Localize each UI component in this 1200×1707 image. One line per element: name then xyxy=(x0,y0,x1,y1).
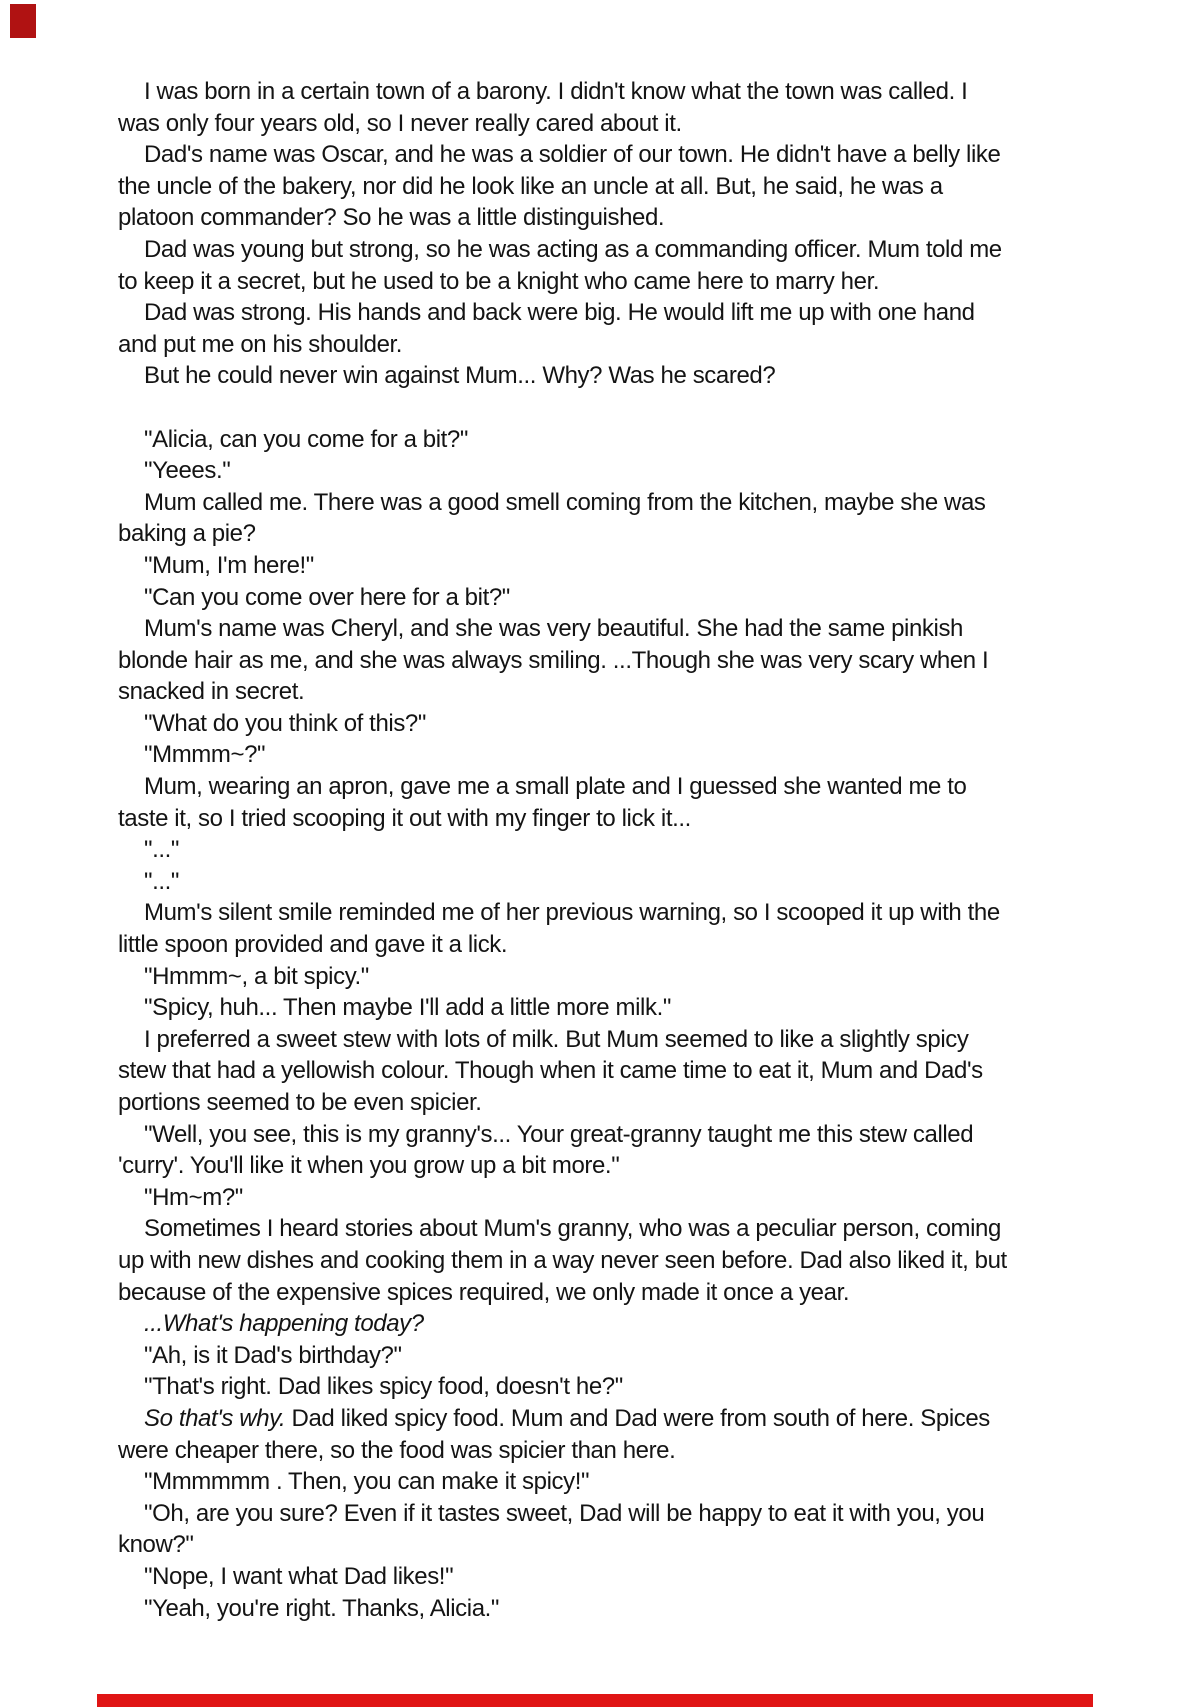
text-segment: 'curry'. You'll like it when you grow up a bit more." xyxy=(118,1152,620,1180)
text-line xyxy=(118,1024,1096,1056)
text-segment: I preferred a sweet stew with lots of milk. But Mum seemed to like a slightly spicy xyxy=(144,1025,969,1053)
text-segment: "Yeees." xyxy=(144,457,231,485)
text-line xyxy=(118,266,1096,298)
text-segment: Dad's name was Oscar, and he was a soldier of our town. He didn't have a belly like xyxy=(144,141,1001,169)
text-segment: But he could never win against Mum... Why? Was he scared? xyxy=(144,362,776,390)
text-segment: and put me on his shoulder. xyxy=(118,330,403,358)
text-line xyxy=(118,1561,1096,1593)
text-line xyxy=(118,739,1096,771)
text-line xyxy=(118,1308,1096,1340)
italic-text-segment: So that's why. xyxy=(144,1404,286,1432)
text-segment: "Hmmm~, a bit spicy." xyxy=(144,962,369,990)
text-segment: "Oh, are you sure? Even if it tastes sweet, Dad will be happy to eat it with you, you xyxy=(144,1499,985,1527)
text-segment: because of the expensive spices required, we only made it once a year. xyxy=(118,1278,850,1306)
text-line xyxy=(118,866,1096,898)
text-segment: Dad was young but strong, so he was acting as a commanding officer. Mum told me xyxy=(144,235,1002,263)
text-segment: know?" xyxy=(118,1531,194,1559)
text-segment: Dad was strong. His hands and back were big. He would lift me up with one hand xyxy=(144,299,975,327)
text-line xyxy=(118,1340,1096,1372)
text-line xyxy=(118,582,1096,614)
text-segment: "Yeah, you're right. Thanks, Alicia." xyxy=(144,1594,500,1622)
text-segment: "Can you come over here for a bit?" xyxy=(144,583,510,611)
text-segment: Dad liked spicy food. Mum and Dad were from south of here. Spices xyxy=(285,1404,990,1432)
text-line xyxy=(118,234,1096,266)
text-segment: Mum's silent smile reminded me of her previous warning, so I scooped it up with the xyxy=(144,899,1000,927)
text-line xyxy=(118,108,1096,140)
red-corner-mark xyxy=(10,4,36,38)
text-segment: "Mmmm~?" xyxy=(144,741,266,769)
text-line xyxy=(118,1371,1096,1403)
text-segment: Sometimes I heard stories about Mum's granny, who was a peculiar person, coming xyxy=(144,1215,1001,1243)
text-segment: I was born in a certain town of a barony. I didn't know what the town was called. I xyxy=(144,78,968,105)
text-segment: "What do you think of this?" xyxy=(144,709,426,737)
text-segment: up with new dishes and cooking them in a way never seen before. Dad also liked it, but xyxy=(118,1246,1007,1274)
text-segment: little spoon provided and gave it a lick. xyxy=(118,931,508,959)
text-line xyxy=(118,518,1096,550)
text-segment: "Nope, I want what Dad likes!" xyxy=(144,1562,454,1590)
text-line xyxy=(118,550,1096,582)
text-line xyxy=(118,202,1096,234)
text-line xyxy=(118,455,1096,487)
text-line xyxy=(118,1593,1096,1625)
text-line xyxy=(118,1150,1096,1182)
text-block xyxy=(118,76,1096,1624)
text-line xyxy=(118,76,1096,108)
red-bottom-bar xyxy=(97,1694,1093,1707)
text-line xyxy=(118,139,1096,171)
text-segment: portions seemed to be even spicier. xyxy=(118,1089,482,1116)
text-line xyxy=(118,487,1096,519)
text-segment: Mum called me. There was a good smell coming from the kitchen, maybe she was xyxy=(144,488,986,516)
text-segment: Mum, wearing an apron, gave me a small plate and I guessed she wanted me to xyxy=(144,773,967,801)
text-line xyxy=(118,1435,1096,1467)
text-line xyxy=(118,360,1096,392)
text-segment: to keep it a secret, but he used to be a knight who came here to marry her. xyxy=(118,267,880,295)
text-line xyxy=(118,708,1096,740)
text-line xyxy=(118,1245,1096,1277)
text-line xyxy=(118,803,1096,835)
text-segment: "Well, you see, this is my granny's... Your great-granny taught me this stew called xyxy=(144,1120,974,1148)
text-line xyxy=(118,834,1096,866)
text-line xyxy=(118,297,1096,329)
text-line xyxy=(118,329,1096,361)
text-line xyxy=(118,1403,1096,1435)
text-segment: Mum's name was Cheryl, and she was very beautiful. She had the same pinkish xyxy=(144,615,964,643)
text-line xyxy=(118,613,1096,645)
text-segment: "Spicy, huh... Then maybe I'll add a little more milk." xyxy=(144,994,671,1022)
text-segment: "Mum, I'm here!" xyxy=(144,551,314,579)
text-segment: "..." xyxy=(144,836,180,864)
text-line xyxy=(118,771,1096,803)
text-segment: "Hm~m?" xyxy=(144,1183,243,1211)
text-line xyxy=(118,1466,1096,1498)
text-segment: platoon commander? So he was a little distinguished. xyxy=(118,204,665,232)
text-line xyxy=(118,1055,1096,1087)
text-line xyxy=(118,1087,1096,1119)
text-segment: "Mmmmmm . Then, you can make it spicy!" xyxy=(144,1468,590,1496)
text-segment: blonde hair as me, and she was always smiling. ...Though she was very scary when I xyxy=(118,646,989,674)
text-segment: were cheaper there, so the food was spicier than here. xyxy=(118,1436,676,1464)
text-segment: stew that had a yellowish colour. Though when it came time to eat it, Mum and Dad's xyxy=(118,1057,983,1085)
text-line xyxy=(118,897,1096,929)
text-line xyxy=(118,929,1096,961)
text-segment: the uncle of the bakery, nor did he look like an uncle at all. But, he said, he was a xyxy=(118,172,943,200)
text-line xyxy=(118,1529,1096,1561)
text-segment: was only four years old, so I never really cared about it. xyxy=(118,109,682,137)
text-line xyxy=(118,1182,1096,1214)
text-line xyxy=(118,992,1096,1024)
text-segment: taste it, so I tried scooping it out with my finger to lick it... xyxy=(118,804,691,832)
text-segment: "..." xyxy=(144,867,180,895)
text-line xyxy=(118,676,1096,708)
text-segment: "That's right. Dad likes spicy food, doesn't he?" xyxy=(144,1373,623,1401)
text-segment: "Ah, is it Dad's birthday?" xyxy=(144,1341,402,1369)
italic-text-segment: ...What's happening today? xyxy=(144,1310,424,1338)
text-line xyxy=(118,1119,1096,1151)
text-line xyxy=(118,1277,1096,1309)
text-line xyxy=(118,961,1096,993)
text-segment: "Alicia, can you come for a bit?" xyxy=(144,425,468,453)
text-line xyxy=(118,171,1096,203)
text-line xyxy=(118,1213,1096,1245)
text-segment: baking a pie? xyxy=(118,520,256,548)
text-segment: snacked in secret. xyxy=(118,678,305,706)
text-line xyxy=(118,1498,1096,1530)
blank-line xyxy=(118,392,1096,424)
text-line xyxy=(118,424,1096,456)
text-line xyxy=(118,645,1096,677)
